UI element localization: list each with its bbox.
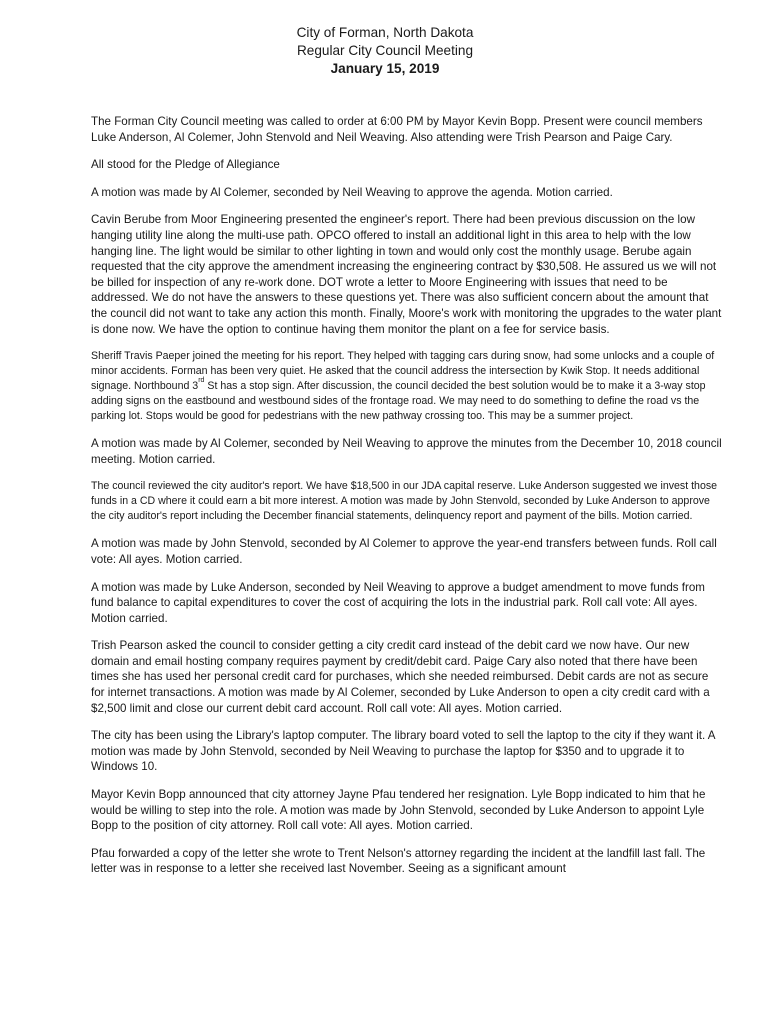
sheriff-report-text-a: Sheriff Travis Paeper joined the meeting for his report. They helped with tagging cars during snow, had some unlocks and a couple of minor accidents. Forman has been very quiet. He asked that the council address the intersection by Kwik Stop. It needs additional signage. Northbound 3 [91,350,715,393]
laptop-paragraph: The city has been using the Library's laptop computer. The library board voted to sell the laptop to the city if they want it. A motion was made by John Stenvold, seconded by Neil Weaving to purchase the laptop for $350 and to upgrade it to Windows 10. [91,729,715,774]
call-to-order-paragraph: The Forman City Council meeting was called to order at 6:00 PM by Mayor Kevin Bopp. Present were council members Luke Anderson, Al Colemer, John Stenvold and Neil Weaving. Also attending were Trish Pearson and Paige Cary. [91,115,703,144]
budget-amendment-paragraph: A motion was made by Luke Anderson, seconded by Neil Weaving to approve a budget amendment to move funds from fund balance to capital expenditures to cover the cost of acquiring the lots in the industrial park. Roll call vote: All ayes. Motion carried. [91,580,705,625]
engineer-report-paragraph: Cavin Berube from Moor Engineering presented the engineer's report. There had been previous discussion on the low hanging utility line along the multi-use path. OPCO offered to install an additional light in this area to help with the low hanging line. The light would be similar to other lighting in town and would only cost the monthly usage. Berube again requested that the city approve the amendment increasing the engineering contract by $30,508. He assured us we will not be billed for inspection of any re-work done. DOT wrote a letter to Moore Engineering with issues that need to be addressed. We do not have the answers to these questions yet. There was also sufficient concern about the amount that the council did not want to take any action this month. Finally, Moore's work with monitoring the upgrades to the water plant is done now. We have the option to continue having them monitor the plant on a fee for service basis. [91,213,722,336]
minutes-body [91,114,723,889]
ordinal-suffix: rd [198,377,205,385]
document-header [0,24,770,78]
agenda-motion-paragraph: A motion was made by Al Colemer, seconded by Neil Weaving to approve the agenda. Motion carried. [91,185,613,199]
meeting-type: Regular City Council Meeting [296,43,474,58]
city-name: City of Forman, North Dakota [296,25,474,40]
auditor-report-paragraph: The council reviewed the city auditor's report. We have $18,500 in our JDA capital reserve. Luke Anderson suggested we invest those funds in a CD where it could earn a bit more interest. A motion was made by John Stenvold, seconded by Luke Anderson to approve the city auditor's report including the December financial statements, delinquency report and payment of the bills. Motion carried. [91,480,718,523]
credit-card-paragraph: Trish Pearson asked the council to consider getting a city credit card instead of the debit card we now have. Our new domain and email hosting company requires payment by credit/debit card. Paige Cary also noted that there have been times she has used her personal credit card for purchases, which she needed reimbursed. Debit cards are not as secure for internet transactions. A motion was made by Al Colemer, seconded by Luke Anderson to open a city credit card with a $2,500 limit and close our current debit card account. Roll call vote: All ayes. Motion carried. [91,639,710,715]
city-attorney-paragraph: Mayor Kevin Bopp announced that city attorney Jayne Pfau tendered her resignation. Lyle Bopp indicated to him that he would be willing to step into the role. A motion was made by John Stenvold, seconded by Luke Anderson to appoint Lyle Bopp to the position of city attorney. Roll call vote: All ayes. Motion carried. [91,788,706,833]
transfers-motion-paragraph: A motion was made by John Stenvold, seconded by Al Colemer to approve the year-end transfers between funds. Roll call vote: All ayes. Motion carried. [91,537,717,566]
minutes-motion-paragraph: A motion was made by Al Colemer, seconded by Neil Weaving to approve the minutes from the December 10, 2018 council meeting. Motion carried. [91,437,722,466]
pledge-paragraph: All stood for the Pledge of Allegiance [91,158,280,172]
sheriff-report-text-b: St has a stop sign. After discussion, the council decided the best solution would be to make it a 3-way stop adding signs on the eastbound and westbound sides of the frontage road. We may need to do something to define the road vs the parking lot. Stops would be good for pedestrians with the new pathway crossing too. This may be a summer project. [91,380,706,423]
sheriff-report-paragraph [91,349,723,424]
landfill-letter-paragraph: Pfau forwarded a copy of the letter she wrote to Trent Nelson's attorney regarding the incident at the landfill last fall. The letter was in response to a letter she received last November. Seeing as a significant amount [91,846,706,876]
meeting-date: January 15, 2019 [330,61,440,76]
